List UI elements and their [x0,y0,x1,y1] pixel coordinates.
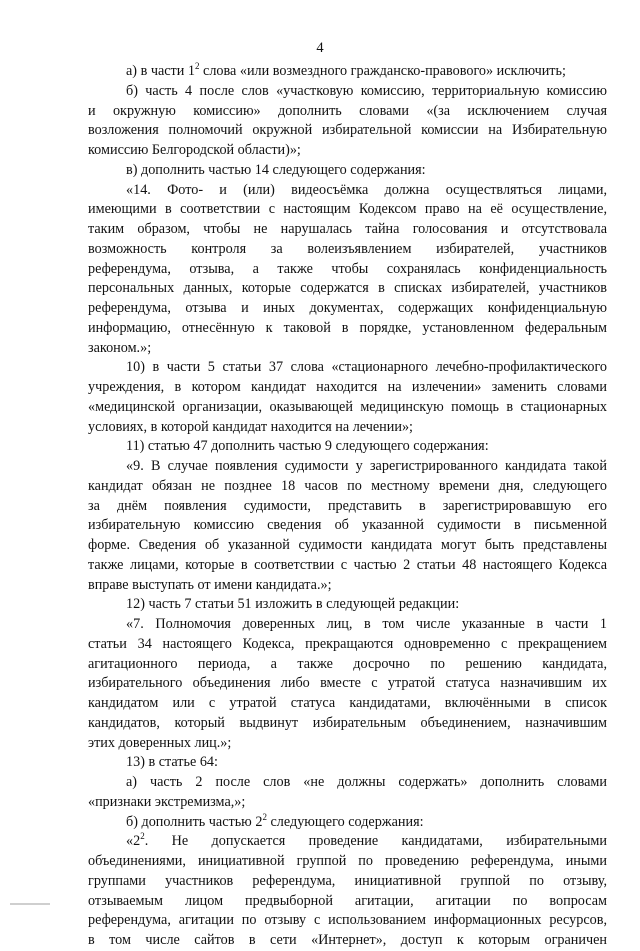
superscript: 2 [194,62,200,71]
text-span: б) дополнить частью 2 [126,813,263,830]
text-line: этих доверенных лиц.»; [88,734,232,751]
text-span: а) в части 1 [126,63,195,79]
text-line: также лицами, которые в соответствии с частью 2 статьи 48 настоящего Кодекса [88,556,607,573]
text-line: законом.»; [88,339,152,356]
text-line: учреждения, в котором кандидат находится на излечении» заменить словами [88,379,607,395]
text-span: «2 [126,833,141,850]
text-line: избирательную комиссию сведения об указанной судимости в письменной [88,517,607,534]
text-line [88,813,607,833]
text-line: отзываемым лицом предвыборной агитации, агитации по вопросам [88,892,607,909]
text-line: а) часть 2 после слов «не должны содержать» дополнить словами [126,774,607,790]
text-line: «признаки экстремизма,»; [88,793,246,810]
text-line: «7. Полномочия доверенных лиц, в том числе указанные в части 1 [126,616,607,632]
text-line: 10) в части 5 статьи 37 слова «стационарного лечебно-профилактического [126,359,607,376]
text-line: объединениями, инициативной группой по проведению референдума, иными [88,853,607,869]
text-line: «9. В случае появления судимости у зарегистрированного кандидата такой [126,458,607,474]
text-line: возможность контроля за волеизъявлением избирателей, участников [88,240,607,257]
text-line: референдума, агитации по отзыву с использованием информационных ресурсов, [88,912,607,929]
text-line: агитационного периода, а также досрочно по решению кандидата, [88,655,607,672]
text-line: в том числе сайтов в сети «Интернет», доступ к которым ограничен [88,932,607,948]
text-line: комиссию Белгородской области)»; [88,142,301,158]
text-line: референдума, отзыва и иных документах, содержащих конфиденциальную [88,300,607,316]
text-span: следующего содержания: [266,813,424,830]
text-line: 12) часть 7 статьи 51 изложить в следующей редакции: [126,596,460,613]
text-span: . Не допускается проведение кандидатами, избирательными [144,833,607,850]
page-number: 4 [316,40,324,56]
superscript: 2 [140,832,145,842]
text-line: группами участников референдума, инициативной группой по отзыву, [88,872,607,889]
text-line: кандидат обязан не позднее 18 часов по местному времени дня, следующего [88,477,607,494]
text-line: «медицинской организации, оказывающей медицинскую помощь в стационарных [88,398,607,415]
text-line: имеющими в соответствии с настоящим Кодексом право на её осуществление, [88,201,607,218]
text-line: и окружную комиссию» дополнить словами «(за исключением случая [88,102,607,119]
text-line: в) дополнить частью 14 следующего содержания: [126,161,426,178]
document-body [88,62,607,951]
superscript: 2 [262,812,267,822]
text-line [88,62,607,82]
text-line: форме. Сведения об указанной судимости кандидата могут быть представлены [88,537,607,553]
text-line: референдума, отзыва, а также чтобы сохранялась конфиденциальность [88,260,607,277]
scan-edge-mark [10,903,50,905]
text-line: 13) в статье 64: [126,754,218,771]
text-line: кандидатом или с утратой статуса кандидатами, включёнными в список [88,695,607,711]
text-line: статьи 34 настоящего Кодекса, прекращаются одновременно с прекращением [88,635,607,652]
text-line: б) часть 4 после слов «участковую комиссию, территориальную комиссию [126,82,607,99]
text-line: персональных данных, которые содержатся в списках избирателей, участников [88,280,607,297]
text-line: возложения полномочий окружной избирательной комиссии на Избирательную [88,122,607,139]
text-line: за днём появления судимости, представить в зарегистрировавшую его [88,497,607,514]
text-line: 11) статью 47 дополнить частью 9 следующего содержания: [126,438,489,455]
text-line: вправе выступать от имени кандидата.»; [88,576,332,593]
text-line [88,832,607,852]
text-span: слова «или возмездного гражданско-правового» исключить; [199,63,566,79]
text-line: кандидатов, который выдвинут избирательным объединением, назначившим [88,714,607,731]
text-line: условиях, в которой кандидат находится на лечении»; [88,418,413,435]
text-line: избирательного объединения либо вместе с утратой статуса назначившим их [88,675,607,692]
text-line: таким образом, чтобы не нарушалась тайна голосования и отсутствовала [88,221,607,237]
text-line: информацию, отнесённую к таковой в порядке, установленном федеральным [88,319,607,336]
text-line: «14. Фото- и (или) видеосъёмка должна осуществляться лицами, [126,181,607,198]
